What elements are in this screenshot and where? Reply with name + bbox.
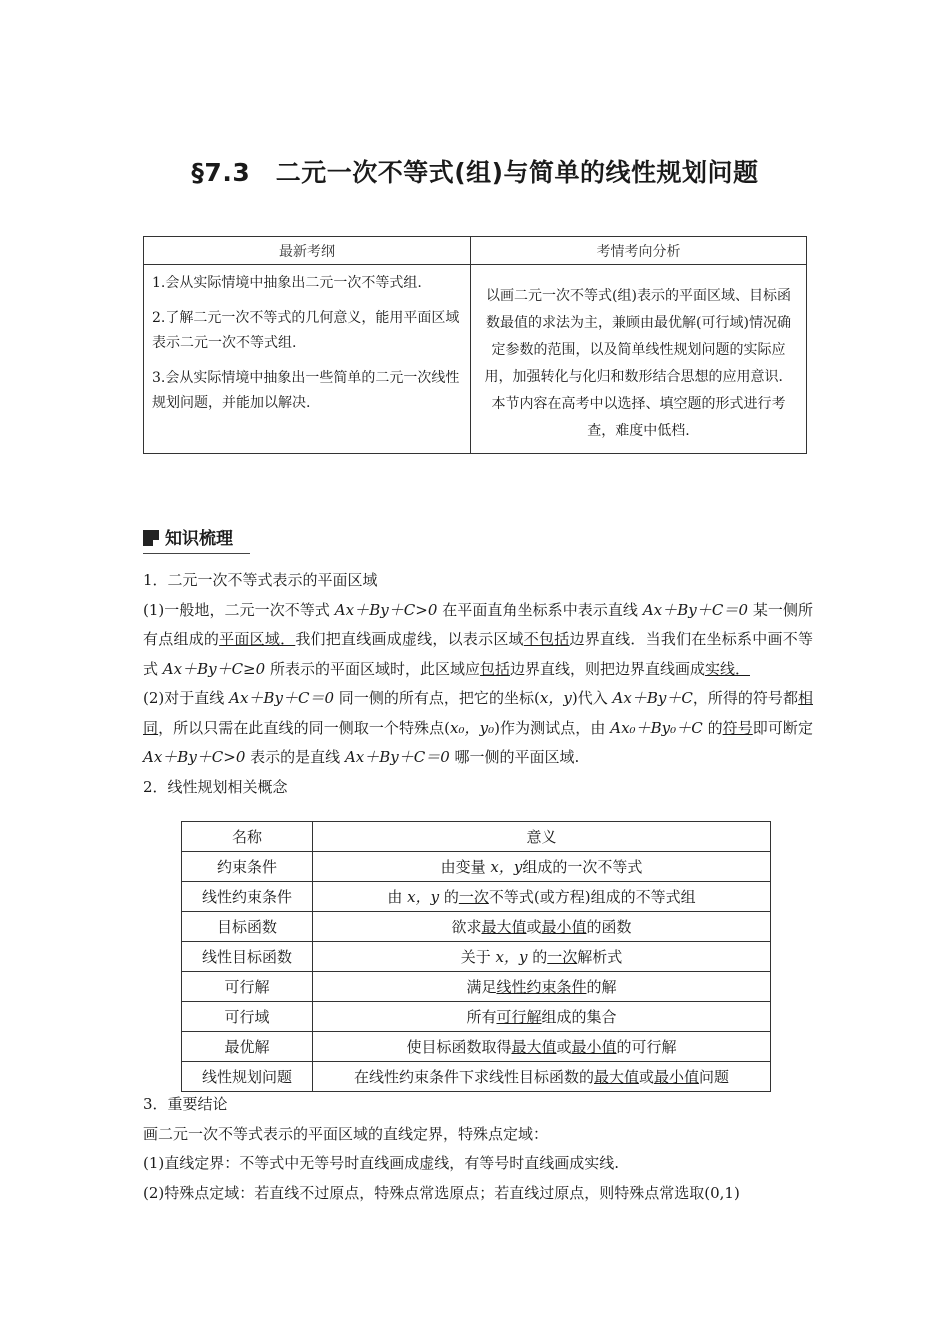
section-3 xyxy=(143,1090,813,1208)
section-3-line: 画二元一次不等式表示的平面区域的直线定界，特殊点定域： xyxy=(143,1124,549,1143)
table-row: 可行域 所有可行解组成的集合 xyxy=(182,1002,771,1032)
section-1-paragraph-1: (1)一般地，二元一次不等式 Ax＋By＋C>0 在平面直角坐标系中表示直线 Ax＋By＋C＝0 某一侧所有点组成的平面区域．我们把直线画成虚线，以表示区域不包括边界直线．当我们在坐标系中画不等式 Ax＋By＋C≥0 所表示的平面区域时，此区域应包括边界直线，则把边界直线画成实线． xyxy=(143,600,814,678)
section-3-line: (2)特殊点定域：若直线不过原点，特殊点常选原点；若直线过原点，则特殊点常选取(0,1) xyxy=(143,1183,740,1202)
section-3-title: 3．重要结论 xyxy=(143,1095,228,1113)
syllabus-table xyxy=(143,236,807,454)
section-3-line: (1)直线定界：不等式中无等号时直线画成虚线，有等号时直线画成实线. xyxy=(143,1154,620,1172)
table-row: 线性约束条件 由 x，y 的一次不等式(或方程)组成的不等式组 xyxy=(182,882,771,912)
syllabus-analysis: 以画二元一次不等式(组)表示的平面区域、目标函数最值的求法为主，兼顾由最优解(可行域)情况确定参数的范围，以及简单线性规划问题的实际应用，加强转化与化归和数形结合思想的应用意识．本节内容在高考中以选择、填空题的形式进行考查，难度中低档. xyxy=(471,265,807,454)
section-2-title: 2．线性规划相关概念 xyxy=(143,777,288,796)
section-1-paragraph-2: (2)对于直线 Ax＋By＋C＝0 同一侧的所有点，把它的坐标(x，y)代入 Ax＋By＋C，所得的符号都相同，所以只需在此直线的同一侧取一个特殊点(x₀，y₀)作为测试点，由 Ax₀＋By₀＋C 的符号即可断定 Ax＋By＋C>0 表示的是直线 Ax＋By＋C＝0 哪一侧的平面区域. xyxy=(143,689,813,766)
table-row: 约束条件 由变量 x，y组成的一次不等式 xyxy=(182,852,771,882)
concepts-header-name: 名称 xyxy=(182,822,313,852)
syllabus-item: 2.了解二元一次不等式的几何意义，能用平面区域表示二元一次不等式组. xyxy=(152,310,460,351)
section-heading xyxy=(143,524,250,554)
table-row: 可行解 满足线性约束条件的解 xyxy=(182,972,771,1002)
section-heading-text: 知识梳理 xyxy=(165,529,233,549)
syllabus-item: 1.会从实际情境中抽象出二元一次不等式组. xyxy=(152,275,422,291)
table-row: 目标函数 欲求最大值或最小值的函数 xyxy=(182,912,771,942)
table-row: 线性目标函数 关于 x，y 的一次解析式 xyxy=(182,942,771,972)
section-1 xyxy=(143,566,813,802)
syllabus-header-outline: 最新考纲 xyxy=(144,237,471,265)
table-row: 线性规划问题 在线性约束条件下求线性目标函数的最大值或最小值问题 xyxy=(182,1062,771,1092)
syllabus-items xyxy=(144,265,471,454)
section-marker-icon xyxy=(143,530,159,546)
page-title: §7.3 二元一次不等式(组)与简单的线性规划问题 xyxy=(191,158,759,187)
concepts-header-meaning: 意义 xyxy=(313,822,771,852)
section-1-title: 1．二元一次不等式表示的平面区域 xyxy=(143,571,378,589)
table-row: 最优解 使目标函数取得最大值或最小值的可行解 xyxy=(182,1032,771,1062)
syllabus-header-analysis: 考情考向分析 xyxy=(471,237,807,265)
concepts-table xyxy=(181,821,771,1092)
syllabus-item: 3.会从实际情境中抽象出一些简单的二元一次线性规划问题，并能加以解决. xyxy=(152,370,460,411)
